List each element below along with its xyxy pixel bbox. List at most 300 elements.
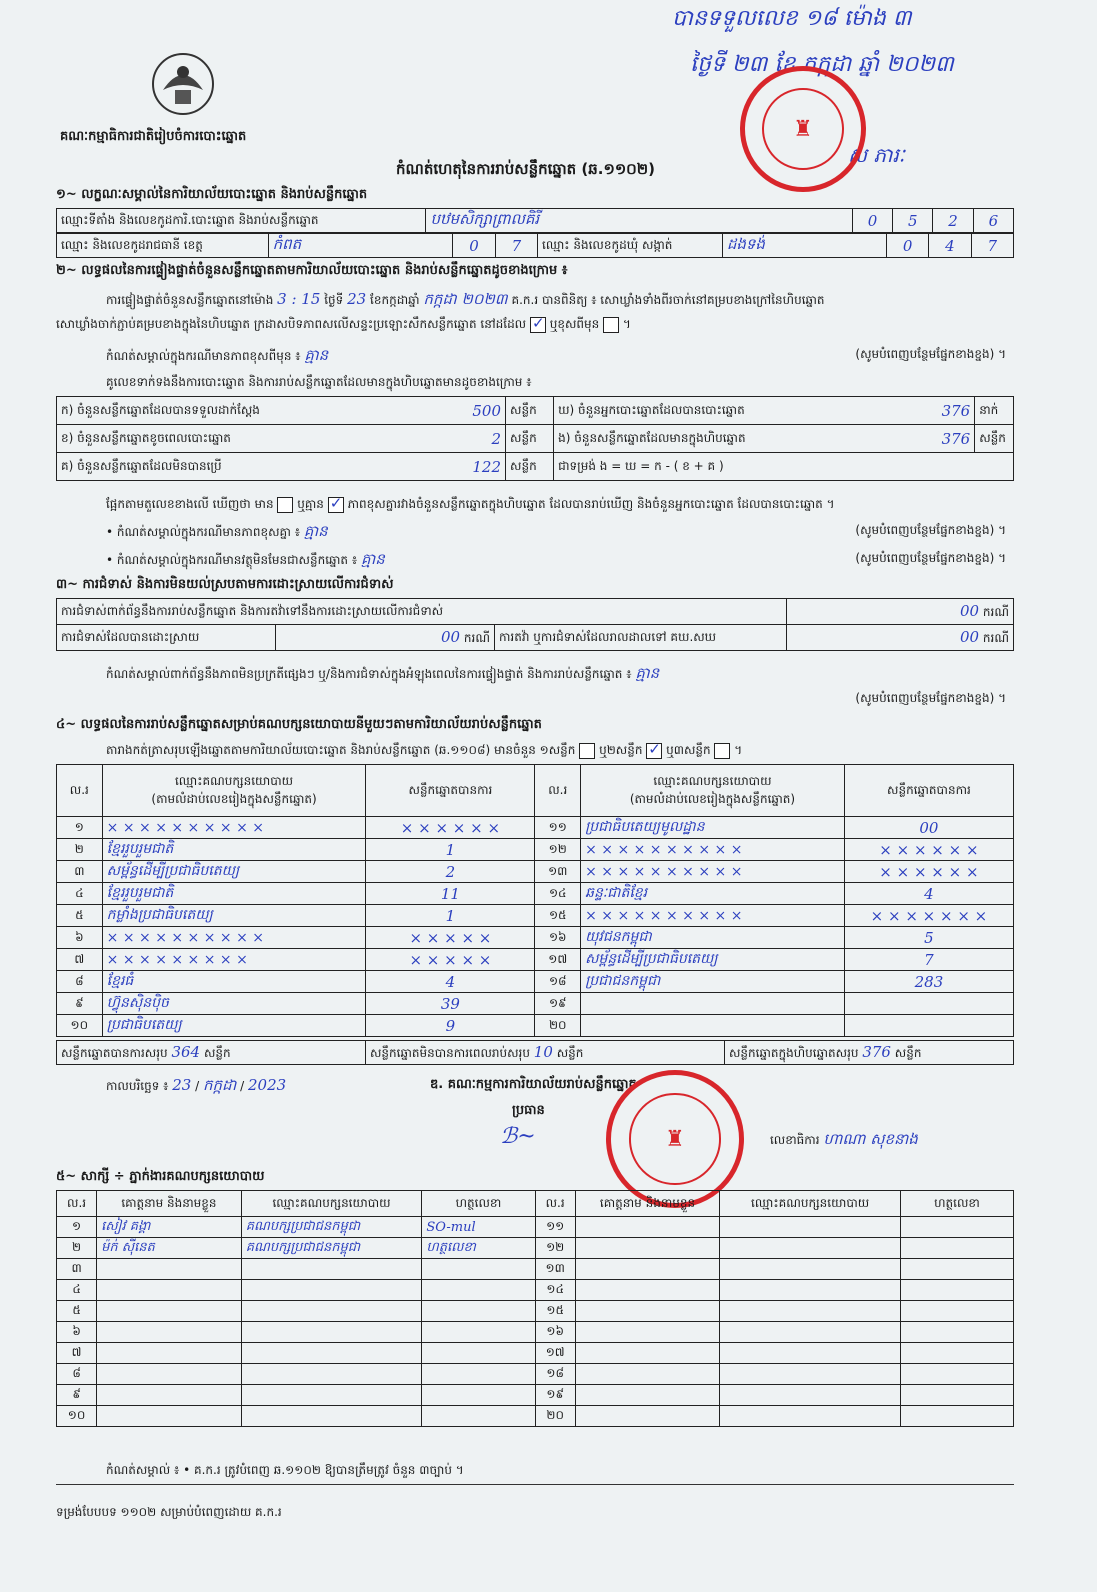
ngo-label: ង) ចំនួនសន្លឹកឆ្នោតដែលមានក្នុងហិបឆ្នោត: [558, 430, 746, 445]
tally-one-sheet-checkbox[interactable]: [579, 743, 595, 759]
witness-party: [241, 1280, 422, 1301]
party-no: ២០: [535, 1015, 581, 1037]
witness-party: [720, 1364, 901, 1385]
witness-name: [97, 1385, 242, 1406]
foreign-note-label: • កំណត់សម្គាល់ក្នុងករណីមានវត្ថុមិនមែនជាសន្លឹកឆ្នោត ៖: [106, 553, 358, 567]
has-discrepancy-checkbox[interactable]: [277, 497, 293, 513]
change-note-line: [106, 346, 1006, 368]
commune-digit: 4: [929, 234, 971, 258]
witness-name: [575, 1364, 720, 1385]
party-no: ១៩: [535, 993, 581, 1015]
diff-note-label: • កំណត់សម្គាល់ក្នុងករណីមានភាពខុសគ្នា ៖: [106, 525, 301, 539]
party-row: [57, 861, 1014, 883]
col-no: ល.រ: [535, 765, 581, 817]
seal-check-or: ឬខុសពីមុន: [549, 317, 600, 331]
witness-party: [720, 1217, 901, 1238]
witness-party: [720, 1301, 901, 1322]
gho-label: ឃ) ចំនួនអ្នកបោះឆ្នោតដែលបានបោះឆ្នោត: [558, 402, 745, 417]
witness-row: [57, 1364, 1014, 1385]
nec-emblem-icon: [148, 50, 218, 118]
party-no: ៨: [57, 971, 103, 993]
col-party: [581, 765, 845, 817]
witness-party: [720, 1406, 901, 1427]
party-no: ៥: [57, 905, 103, 927]
party-votes: × × × × × ×: [844, 861, 1013, 883]
col-votes: សន្លឹកឆ្នោតបានការ: [366, 765, 535, 817]
witness-name: [97, 1343, 242, 1364]
witness-sign: [900, 1301, 1013, 1322]
party-no: ៤: [57, 883, 103, 905]
verification-text: គ.ក.រ បានពិនិត្យ ៖ សោឃ្លាំងទាំងពីរចាក់នៅគម្របខាងក្រៅនៃហិបឆ្នោត: [511, 293, 825, 307]
date-line: កាលបរិច្ឆេទ ៖ 23 / កក្កដា / 2023: [106, 1076, 287, 1094]
party-votes: 1: [366, 839, 535, 861]
party-votes: 9: [366, 1015, 535, 1037]
section3-heading: ៣~ ការជំទាស់ និងការមិនយល់ស្របតាមការដោះស្រាយលើការជំទាស់: [56, 577, 394, 592]
secretary-name: ហាណា សុខនាង: [823, 1130, 918, 1148]
witness-name: [575, 1343, 720, 1364]
witness-no: ៧: [57, 1343, 97, 1364]
party-votes: 4: [366, 971, 535, 993]
col-party-sub: (តាមលំដាប់លេខរៀងក្នុងសន្លឹកឆ្នោត): [151, 791, 317, 806]
witness-no: ២: [57, 1238, 97, 1259]
witness-sign: [900, 1217, 1013, 1238]
witness-name: [575, 1301, 720, 1322]
party-votes: 7: [844, 949, 1013, 971]
party-no: ១៨: [535, 971, 581, 993]
party-votes: [844, 1015, 1013, 1037]
witness-party: [241, 1406, 422, 1427]
verification-text: ខែកក្កដាឆ្នាំ: [370, 293, 420, 307]
seal-check-line: សោឃ្លាំងចាក់ភ្ជាប់គម្របខាងក្នុងនៃហិបឆ្នោត ក្រដាសបិទភាពសលើសន្ទះប្រឡោះសឹកសន្លឹកឆ្នោត នៅដដែល ✓ ឬខុសពីមុន ។: [56, 316, 631, 334]
section1-table-row2: [56, 233, 1014, 258]
party-name: [581, 993, 845, 1015]
col-party-title: ឈ្មោះគណបក្សនយោបាយ: [653, 773, 772, 788]
witness-party: [720, 1322, 901, 1343]
totals-table: [56, 1040, 1014, 1065]
witness-sign: SO-mul: [422, 1217, 535, 1238]
section2-heading: ២~ លទ្ធផលនៃការផ្ទៀងផ្ទាត់ចំនួនសន្លឹកឆ្នោតតាមការិយាល័យបោះឆ្នោត និងរាប់សន្លឹកឆ្នោតដូចខាងក្រោម ៖: [56, 263, 568, 278]
ka-unit: សន្លឹក: [506, 397, 554, 425]
party-name: សម្ព័ន្ធដើម្បីប្រជាធិបតេយ្យ: [581, 949, 845, 971]
tally-three-sheets-checkbox[interactable]: [714, 743, 730, 759]
location-digit: 5: [893, 209, 933, 233]
party-name: × × × × × × × × × ×: [581, 861, 845, 883]
seal-emblem-icon: ♜: [762, 88, 845, 171]
party-name: ខ្មែររួបរួមជាតិ: [102, 883, 366, 905]
party-name: ខ្មែរធំ: [102, 971, 366, 993]
total-unit: សន្លឹក: [203, 1045, 231, 1060]
seal-emblem-icon: ♜: [629, 1093, 720, 1184]
witness-name: [575, 1322, 720, 1343]
party-name: × × × × × × × × × ×: [581, 839, 845, 861]
col-name: គោត្តនាម និងនាមខ្លួន: [575, 1191, 720, 1217]
receipt-note-line1: បានទទួលលេខ ១៨ ម៉ោង ៣: [672, 6, 912, 31]
witness-name: សៀវ គង្គា: [97, 1217, 242, 1238]
witness-party: គណបក្សប្រជាជនកម្ពុជា: [241, 1238, 422, 1259]
commune-digit: 7: [971, 234, 1013, 258]
witness-row: [57, 1280, 1014, 1301]
party-row: [57, 1015, 1014, 1037]
location-digit: 2: [933, 209, 973, 233]
section1-heading: ១~ លក្ខណៈសម្គាល់នៃការិយាល័យបោះឆ្នោត និងរាប់សន្លឹកឆ្នោត: [56, 187, 368, 202]
discrepancy-text: ភាពខុសគ្នារវាងចំនួនសន្លឹកឆ្នោតក្នុងហិបឆ្នោត ដែលបានរាប់ឃើញ និងចំនួនអ្នកបោះឆ្នោត ដែលបានបោះឆ្នោត ។: [347, 497, 835, 511]
witness-row: [57, 1343, 1014, 1364]
witness-no: ៦: [57, 1322, 97, 1343]
appeal-label: ការតវ៉ា ឬការជំទាស់ដែលរាលដាលទៅ គឃ.សឃ: [495, 625, 787, 651]
party-name: កម្លាំងប្រជាធិបតេយ្យ: [102, 905, 366, 927]
witness-party: [241, 1343, 422, 1364]
irregularity-note-line: [106, 664, 659, 686]
party-votes: × × × × × ×: [844, 839, 1013, 861]
party-no: ១: [57, 817, 103, 839]
party-votes: 00: [844, 817, 1013, 839]
party-no: ១៥: [535, 905, 581, 927]
commune-digit: 0: [886, 234, 928, 258]
witness-name: [575, 1217, 720, 1238]
party-name: ហ៊្វុនស៊ិនប៉ិច: [102, 993, 366, 1015]
diff-note-line: [106, 522, 1006, 544]
receipt-signer: ស ភារៈ: [848, 143, 905, 167]
province-digit: 0: [453, 234, 495, 258]
witness-party: [241, 1301, 422, 1322]
ko-unit: សន្លឹក: [506, 453, 554, 481]
fill-hint: (សូមបំពេញបន្ថែមផ្នែកខាងខ្នង) ។: [855, 523, 1006, 537]
verification-line: [106, 290, 825, 312]
witness-row: [57, 1322, 1014, 1343]
party-row: [57, 817, 1014, 839]
chair-label: ប្រធាន: [512, 1103, 545, 1118]
witness-sign: [422, 1301, 535, 1322]
party-name: ខ្មែររួបរួមជាតិ: [102, 839, 366, 861]
party-name: យុវជនកម្ពុជា: [581, 927, 845, 949]
ngo-value: 376: [941, 429, 971, 448]
witness-sign: [900, 1343, 1013, 1364]
verification-month-year: កក្កដា ២០២៣: [423, 290, 508, 308]
kha-label: ខ) ចំនួនសន្លឹកឆ្នោតខូចពេលបោះឆ្នោត: [61, 430, 231, 445]
official-seal-bottom: [606, 1070, 744, 1208]
party-name: ប្រជាធិបតេយ្យមូលដ្ឋាន: [581, 817, 845, 839]
change-note-value: គ្មាន: [304, 346, 329, 364]
witness-sign: [422, 1385, 535, 1406]
party-name: ឆន្ទៈជាតិខ្មែរ: [581, 883, 845, 905]
tally-two-sheets-checkbox[interactable]: [646, 743, 662, 759]
date-year: 2023: [248, 1076, 287, 1094]
date-day: 23: [172, 1076, 192, 1094]
party-row: [57, 927, 1014, 949]
witness-party: [241, 1259, 422, 1280]
party-votes: [844, 993, 1013, 1015]
official-seal-top: [740, 66, 866, 192]
kha-unit: សន្លឹក: [506, 425, 554, 453]
witness-no: ១១: [535, 1217, 575, 1238]
fill-hint: (សូមបំពេញបន្ថែមផ្នែកខាងខ្នង) ។: [855, 347, 1006, 361]
verification-time: 3 : 15: [277, 290, 321, 308]
objection-value: 00: [960, 601, 980, 620]
witness-table: [56, 1190, 1014, 1427]
unchanged-checkbox[interactable]: [530, 317, 546, 333]
witness-no: ១: [57, 1217, 97, 1238]
witness-name: ម៉ក់ ស៊ីនេត: [97, 1238, 242, 1259]
total-valid-label: សន្លឹកឆ្នោតបានការសរុប: [61, 1045, 168, 1060]
ka-value: 500: [472, 401, 502, 420]
party-no: ២: [57, 839, 103, 861]
party-row: [57, 883, 1014, 905]
col-party: ឈ្មោះគណបក្សនយោបាយ: [241, 1191, 422, 1217]
foreign-note-line: [106, 550, 1006, 572]
witness-no: ១៥: [535, 1301, 575, 1322]
witness-no: ៨: [57, 1364, 97, 1385]
appeal-unit: ករណី: [982, 630, 1009, 645]
commune-value: ដងទង់: [722, 234, 886, 258]
witness-sign: [422, 1343, 535, 1364]
no-discrepancy-checkbox[interactable]: [328, 497, 344, 513]
witness-no: ៤: [57, 1280, 97, 1301]
col-votes: សន្លឹកឆ្នោតបានការ: [844, 765, 1013, 817]
verification-text: ការផ្ទៀងផ្ទាត់ចំនួនសន្លឹកឆ្នោតនៅម៉ោង: [106, 293, 274, 307]
party-name: × × × × × × × × ×: [102, 949, 366, 971]
discrepancy-line: [106, 496, 835, 514]
party-votes: × × × × ×: [366, 949, 535, 971]
fill-hint: (សូមបំពេញបន្ថែមផ្នែកខាងខ្នង) ។: [855, 551, 1006, 565]
witness-no: ១៧: [535, 1343, 575, 1364]
ngo-unit: សន្លឹក: [975, 425, 1014, 453]
witness-sign: [422, 1280, 535, 1301]
witness-row: [57, 1301, 1014, 1322]
witness-name: [97, 1301, 242, 1322]
party-no: ១៦: [535, 927, 581, 949]
col-party-title: ឈ្មោះគណបក្សនយោបាយ: [174, 773, 294, 788]
witness-row: [57, 1238, 1014, 1259]
party-name: × × × × × × × × × ×: [581, 905, 845, 927]
change-note-label: កំណត់សម្គាល់ក្នុងករណីមានភាពខុសពីមុន ៖: [106, 349, 301, 363]
party-votes: 4: [844, 883, 1013, 905]
diff-note-value: គ្មាន: [303, 522, 328, 540]
col-party: [102, 765, 366, 817]
location-digit: 6: [973, 209, 1013, 233]
party-name: × × × × × × × × × ×: [102, 927, 366, 949]
province-value: កំពត: [268, 234, 453, 258]
witness-no: ៥: [57, 1301, 97, 1322]
resolved-label: ការជំទាស់ដែលបានដោះស្រាយ: [57, 625, 276, 651]
appeal-value: 00: [960, 627, 980, 646]
witness-party: [720, 1259, 901, 1280]
witness-party: [720, 1238, 901, 1259]
verification-text: ថ្ងៃទី: [324, 293, 344, 307]
party-row: [57, 993, 1014, 1015]
chair-signature-icon: ℬ~: [500, 1124, 536, 1149]
witness-name: [575, 1406, 720, 1427]
party-votes: 5: [844, 927, 1013, 949]
ko-value: 122: [472, 457, 502, 476]
tally-text: ឬ២សន្លឹក: [599, 743, 643, 757]
witness-sign: [900, 1385, 1013, 1406]
party-no: ១៧: [535, 949, 581, 971]
party-votes: 2: [366, 861, 535, 883]
date-label: កាលបរិច្ឆេទ ៖: [106, 1079, 169, 1093]
col-sign: ហត្ថលេខា: [900, 1191, 1013, 1217]
resolved-value: 00: [441, 627, 461, 646]
party-row: [57, 905, 1014, 927]
witness-row: [57, 1259, 1014, 1280]
party-votes: 11: [366, 883, 535, 905]
discrepancy-text: ផ្អែកតាមតួលេខខាងលើ ឃើញថា មាន: [106, 497, 274, 511]
witness-name: [97, 1322, 242, 1343]
counting-committee-label: ឌ. គណៈកម្មការការិយាល័យរាប់សន្លឹកឆ្នោត: [430, 1077, 637, 1092]
seal-check-text: សោឃ្លាំងចាក់ភ្ជាប់គម្របខាងក្នុងនៃហិបឆ្នោត ក្រដាសបិទភាពសលើសន្ទះប្រឡោះសឹកសន្លឹកឆ្នោត នៅដដែល: [56, 317, 527, 331]
witness-name: [97, 1259, 242, 1280]
witness-no: ១៩: [535, 1385, 575, 1406]
witness-name: [575, 1385, 720, 1406]
witness-sign: [422, 1259, 535, 1280]
section4-heading: ៤~ លទ្ធផលនៃការរាប់សន្លឹកឆ្នោតសម្រាប់គណបក្សនយោបាយនីមួយៗតាមការិយាល័យរាប់សន្លឹកឆ្នោត: [56, 717, 542, 732]
location-digit: 0: [852, 209, 892, 233]
witness-no: ១៣: [535, 1259, 575, 1280]
committee-name: គណៈកម្មាធិការជាតិរៀបចំការបោះឆ្នោត: [60, 129, 247, 144]
col-no: ល.រ: [57, 765, 103, 817]
tally-sheet-line: តារាងកត់ត្រាសរុបឡើងឆ្នោតតាមការិយាល័យបោះឆ្នោត និងរាប់សន្លឹកឆ្នោត (ឆ.១១០៨) មានចំនួន ១សន្លឹក ឬ២សន្លឹក ✓ ឬ៣សន្លឹក ។: [106, 742, 742, 760]
objection-unit: ករណី: [982, 604, 1009, 619]
ka-label: ក) ចំនួនសន្លឹកឆ្នោតដែលបានទទួលដាក់ស្តែង: [61, 402, 260, 417]
form-identifier: ទម្រង់បែបបទ ១១០២ សម្រាប់បំពេញដោយ គ.ក.រ: [56, 1505, 282, 1519]
witness-party: [241, 1385, 422, 1406]
witness-row: [57, 1217, 1014, 1238]
witness-sign: [900, 1322, 1013, 1343]
party-votes: 1: [366, 905, 535, 927]
witness-party: [241, 1364, 422, 1385]
location-label: ឈ្មោះទីតាំង និងលេខកូដការិ.បោះឆ្នោត និងរាប់សន្លឹកឆ្នោត: [57, 209, 426, 233]
witness-no: ១៤: [535, 1280, 575, 1301]
objection-table: [56, 598, 1014, 651]
witness-party: [720, 1343, 901, 1364]
party-name: × × × × × × × × × ×: [102, 817, 366, 839]
party-votes: 39: [366, 993, 535, 1015]
party-no: ៩: [57, 993, 103, 1015]
witness-sign: [422, 1406, 535, 1427]
witness-no: ៩: [57, 1385, 97, 1406]
form-title: កំណត់ហេតុនៃការរាប់សន្លឹកឆ្នោត (ឆ.១១០២): [396, 160, 656, 178]
total-invalid-label: សន្លឹកឆ្នោតមិនបានការពេលរាប់សរុប: [370, 1045, 530, 1060]
witness-sign: [900, 1406, 1013, 1427]
total-unit: សន្លឹក: [556, 1045, 584, 1060]
section5-heading: ៥~ សាក្សី ÷ ភ្នាក់ងារគណបក្សនយោបាយ: [56, 1169, 265, 1184]
party-no: ៧: [57, 949, 103, 971]
kha-value: 2: [491, 429, 502, 448]
witness-sign: [422, 1322, 535, 1343]
party-no: ១៤: [535, 883, 581, 905]
irregularity-note-label: កំណត់សម្គាល់ពាក់ព័ន្ធនឹងភាពមិនប្រក្រតីផ្សេងៗ ឬ/និងការជំទាស់ក្នុងអំឡុងពេលនៃការផ្ទៀងផ្ទាត់ និងការរាប់សន្លឹកឆ្នោត ៖: [106, 667, 632, 681]
party-row: [57, 949, 1014, 971]
col-no: ល.រ: [535, 1191, 575, 1217]
witness-no: ១៨: [535, 1364, 575, 1385]
total-unit: សន្លឹក: [894, 1045, 922, 1060]
objection-label: ការជំទាស់ពាក់ព័ន្ធនឹងការរាប់សន្លឹកឆ្នោត និងការតវ៉ាទៅនឹងការដោះស្រាយលើការជំទាស់: [57, 599, 787, 625]
witness-name: [575, 1259, 720, 1280]
section1-table: [56, 208, 1014, 233]
commune-label: ឈ្មោះ និងលេខកូដឃុំ សង្កាត់: [538, 234, 723, 258]
witness-no: ៣: [57, 1259, 97, 1280]
col-name: គោត្តនាម និងនាមខ្លួន: [97, 1191, 242, 1217]
total-box-label: សន្លឹកឆ្នោតក្នុងហិបឆ្នោតសរុប: [729, 1045, 859, 1060]
resolved-unit: ករណី: [463, 630, 490, 645]
footer-note: កំណត់សម្គាល់ ៖ • គ.ក.រ ត្រូវបំពេញ ឆ.១១០២ ឱ្យបានត្រឹមត្រូវ ចំនួន ៣ច្បាប់ ។: [106, 1463, 464, 1477]
ko-label: គ) ចំនួនសន្លឹកឆ្នោតដែលមិនបានប្រើ: [61, 458, 222, 473]
party-name: ប្រជាជនកម្ពុជា: [581, 971, 845, 993]
formula: ជាទម្រង់ ង = ឃ = ក - ( ខ + គ ): [554, 453, 1014, 481]
witness-sign: [900, 1364, 1013, 1385]
party-no: ១៣: [535, 861, 581, 883]
party-votes: × × × × ×: [366, 927, 535, 949]
party-name: [581, 1015, 845, 1037]
party-votes: × × × × × × ×: [844, 905, 1013, 927]
secretary-line: [770, 1130, 918, 1152]
total-valid-value: 364: [171, 1042, 201, 1061]
discrepancy-text: ឬគ្មាន: [297, 497, 324, 511]
witness-party: [720, 1280, 901, 1301]
witness-no: ២០: [535, 1406, 575, 1427]
party-name: ប្រជាធិបតេយ្យ: [102, 1015, 366, 1037]
witness-sign: ហត្ថលេខា: [422, 1238, 535, 1259]
changed-checkbox[interactable]: [603, 317, 619, 333]
ballot-count-table: [56, 396, 1014, 481]
party-row: [57, 971, 1014, 993]
tally-text: ឬ៣សន្លឹក: [666, 743, 711, 757]
results-intro: គូលេខទាក់ទងនឹងការបោះឆ្នោត និងការរាប់សន្លឹកឆ្នោតដែលមានក្នុងហិបឆ្នោតមានដូចខាងក្រោម ៖: [106, 375, 532, 389]
witness-party: [720, 1385, 901, 1406]
witness-party: គណបក្សប្រជាជនកម្ពុជា: [241, 1217, 422, 1238]
col-no: ល.រ: [57, 1191, 97, 1217]
province-label: ឈ្មោះ និងលេខកូដរាជធានី ខេត្ត: [57, 234, 269, 258]
party-no: ៦: [57, 927, 103, 949]
witness-sign: [900, 1259, 1013, 1280]
receipt-note-line2: ថ្ងៃទី ២៣ ខែ កក្កដា ឆ្នាំ ២០២៣: [690, 52, 954, 77]
province-digit: 7: [495, 234, 537, 258]
witness-party: [241, 1322, 422, 1343]
witness-name: [575, 1280, 720, 1301]
witness-no: ១៦: [535, 1322, 575, 1343]
witness-no: ១២: [535, 1238, 575, 1259]
location-value: បឋមសិក្សាព្រាលគិរី: [426, 209, 852, 233]
witness-name: [97, 1364, 242, 1385]
date-month: កក្កដា: [203, 1076, 237, 1094]
col-sign: ហត្ថលេខា: [422, 1191, 535, 1217]
party-no: ១០: [57, 1015, 103, 1037]
irregularity-note-value: គ្មាន: [635, 664, 660, 682]
footer-divider: [56, 1484, 1014, 1485]
party-no: ៣: [57, 861, 103, 883]
party-name: សម្ព័ន្ធដើម្បីប្រជាធិបតេយ្យ: [102, 861, 366, 883]
gho-unit: នាក់: [975, 397, 1014, 425]
party-results-table: [56, 764, 1014, 1037]
total-box-value: 376: [862, 1042, 891, 1061]
verification-day: 23: [347, 290, 367, 308]
secretary-label: លេខាធិការ: [770, 1133, 820, 1147]
tally-text: តារាងកត់ត្រាសរុបឡើងឆ្នោតតាមការិយាល័យបោះឆ្នោត និងរាប់សន្លឹកឆ្នោត (ឆ.១១០៨) មានចំនួន ១សន្លឹក: [106, 743, 576, 757]
witness-name: [97, 1280, 242, 1301]
total-invalid-value: 10: [533, 1042, 553, 1061]
witness-row: [57, 1406, 1014, 1427]
col-party-sub: (តាមលំដាប់លេខរៀងក្នុងសន្លឹកឆ្នោត): [629, 791, 796, 806]
witness-name: [575, 1238, 720, 1259]
party-votes: × × × × × ×: [366, 817, 535, 839]
foreign-note-value: គ្មាន: [360, 550, 385, 568]
witness-sign: [900, 1280, 1013, 1301]
party-no: ១២: [535, 839, 581, 861]
witness-name: [97, 1406, 242, 1427]
party-row: [57, 839, 1014, 861]
witness-no: ១០: [57, 1406, 97, 1427]
witness-sign: [900, 1238, 1013, 1259]
gho-value: 376: [941, 401, 971, 420]
